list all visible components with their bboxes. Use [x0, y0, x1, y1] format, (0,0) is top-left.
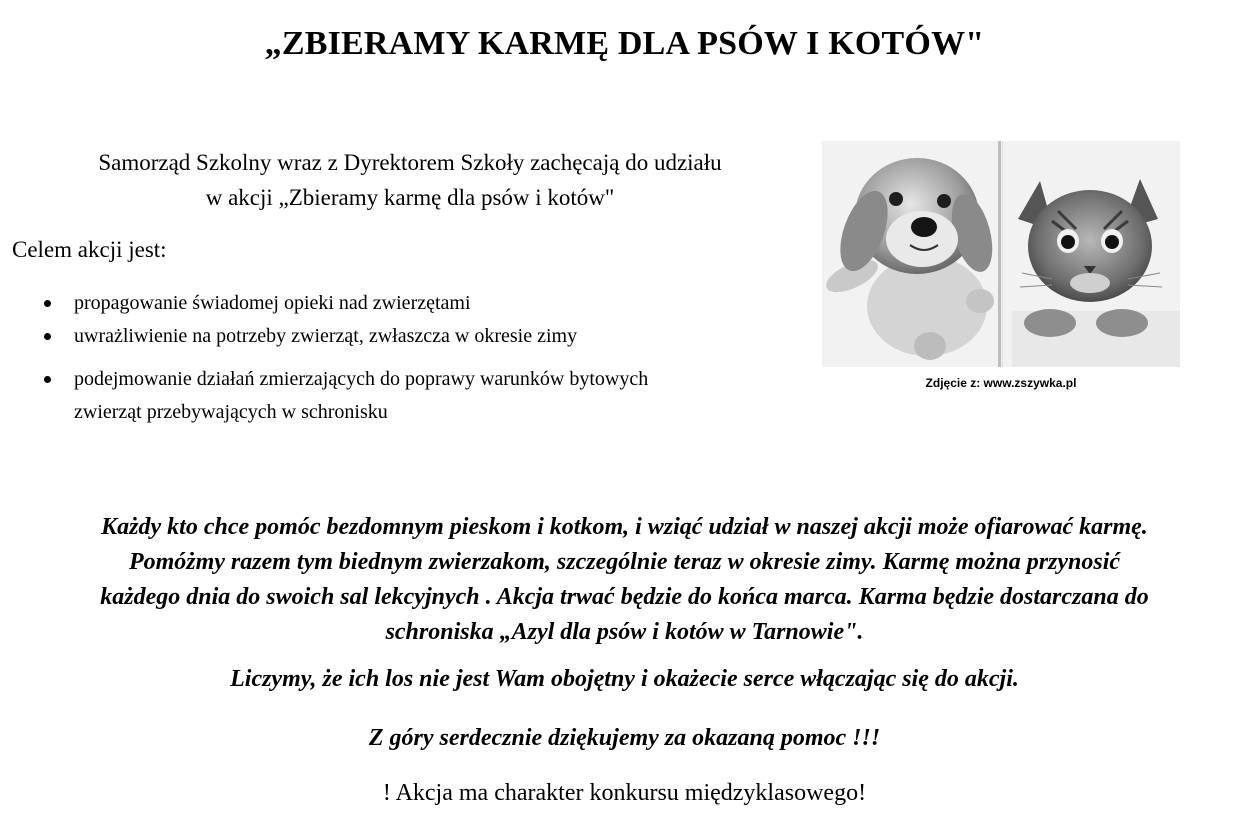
- intro-text: [0, 145, 820, 215]
- dog-and-cat-photo: [822, 141, 1180, 367]
- goal-heading: Celem akcji jest:: [12, 237, 167, 262]
- contest-note: ! Akcja ma charakter konkursu międzyklasowego!: [382, 780, 867, 806]
- goal-list: [12, 287, 812, 429]
- appeal-line-3: każdego dnia do swoich sal lekcyjnych . Akcja trwać będzie do końca marca. Karma będzie dostarczana do: [100, 584, 1149, 610]
- appeal-paragraph: [6, 510, 1243, 650]
- appeal-line-1: Każdy kto chce pomóc bezdomnym pieskom i kotkom, i wziąć udział w naszej akcji może ofiarować karmę.: [101, 514, 1148, 540]
- intro-line-2: w akcji „Zbieramy karmę dla psów i kotów": [205, 185, 615, 210]
- goal-item: propagowanie świadomej opieki nad zwierzętami: [12, 287, 812, 320]
- goal-item: uwrażliwienie na potrzeby zwierząt, zwłaszcza w okresie zimy: [12, 320, 812, 353]
- appeal-line-2: Pomóżmy razem tym biednym zwierzakom, szczególnie teraz w okresie zimy. Karmę można przynosić: [128, 549, 1121, 575]
- bullet-icon: [44, 333, 51, 340]
- photo-caption: Zdjęcie z: www.zszywka.pl: [925, 376, 1077, 390]
- bullet-icon: [44, 376, 51, 383]
- hope-paragraph: Liczymy, że ich los nie jest Wam obojętny i okażecie serce włączając się do akcji.: [230, 666, 1019, 692]
- goal-item: podejmowanie działań zmierzających do poprawy warunków bytowych zwierząt przebywających w schronisku: [12, 363, 812, 429]
- page-title: „ZBIERAMY KARMĘ DLA PSÓW I KOTÓW": [264, 25, 985, 62]
- intro-line-1: Samorząd Szkolny wraz z Dyrektorem Szkoły zachęcają do udziału: [98, 150, 722, 175]
- photo-illustration: [822, 141, 1180, 367]
- thanks-paragraph: Z góry serdecznie dziękujemy za okazaną pomoc !!!: [368, 725, 881, 751]
- appeal-line-4: schroniska „Azyl dla psów i kotów w Tarnowie".: [385, 619, 864, 645]
- bullet-icon: [44, 300, 51, 307]
